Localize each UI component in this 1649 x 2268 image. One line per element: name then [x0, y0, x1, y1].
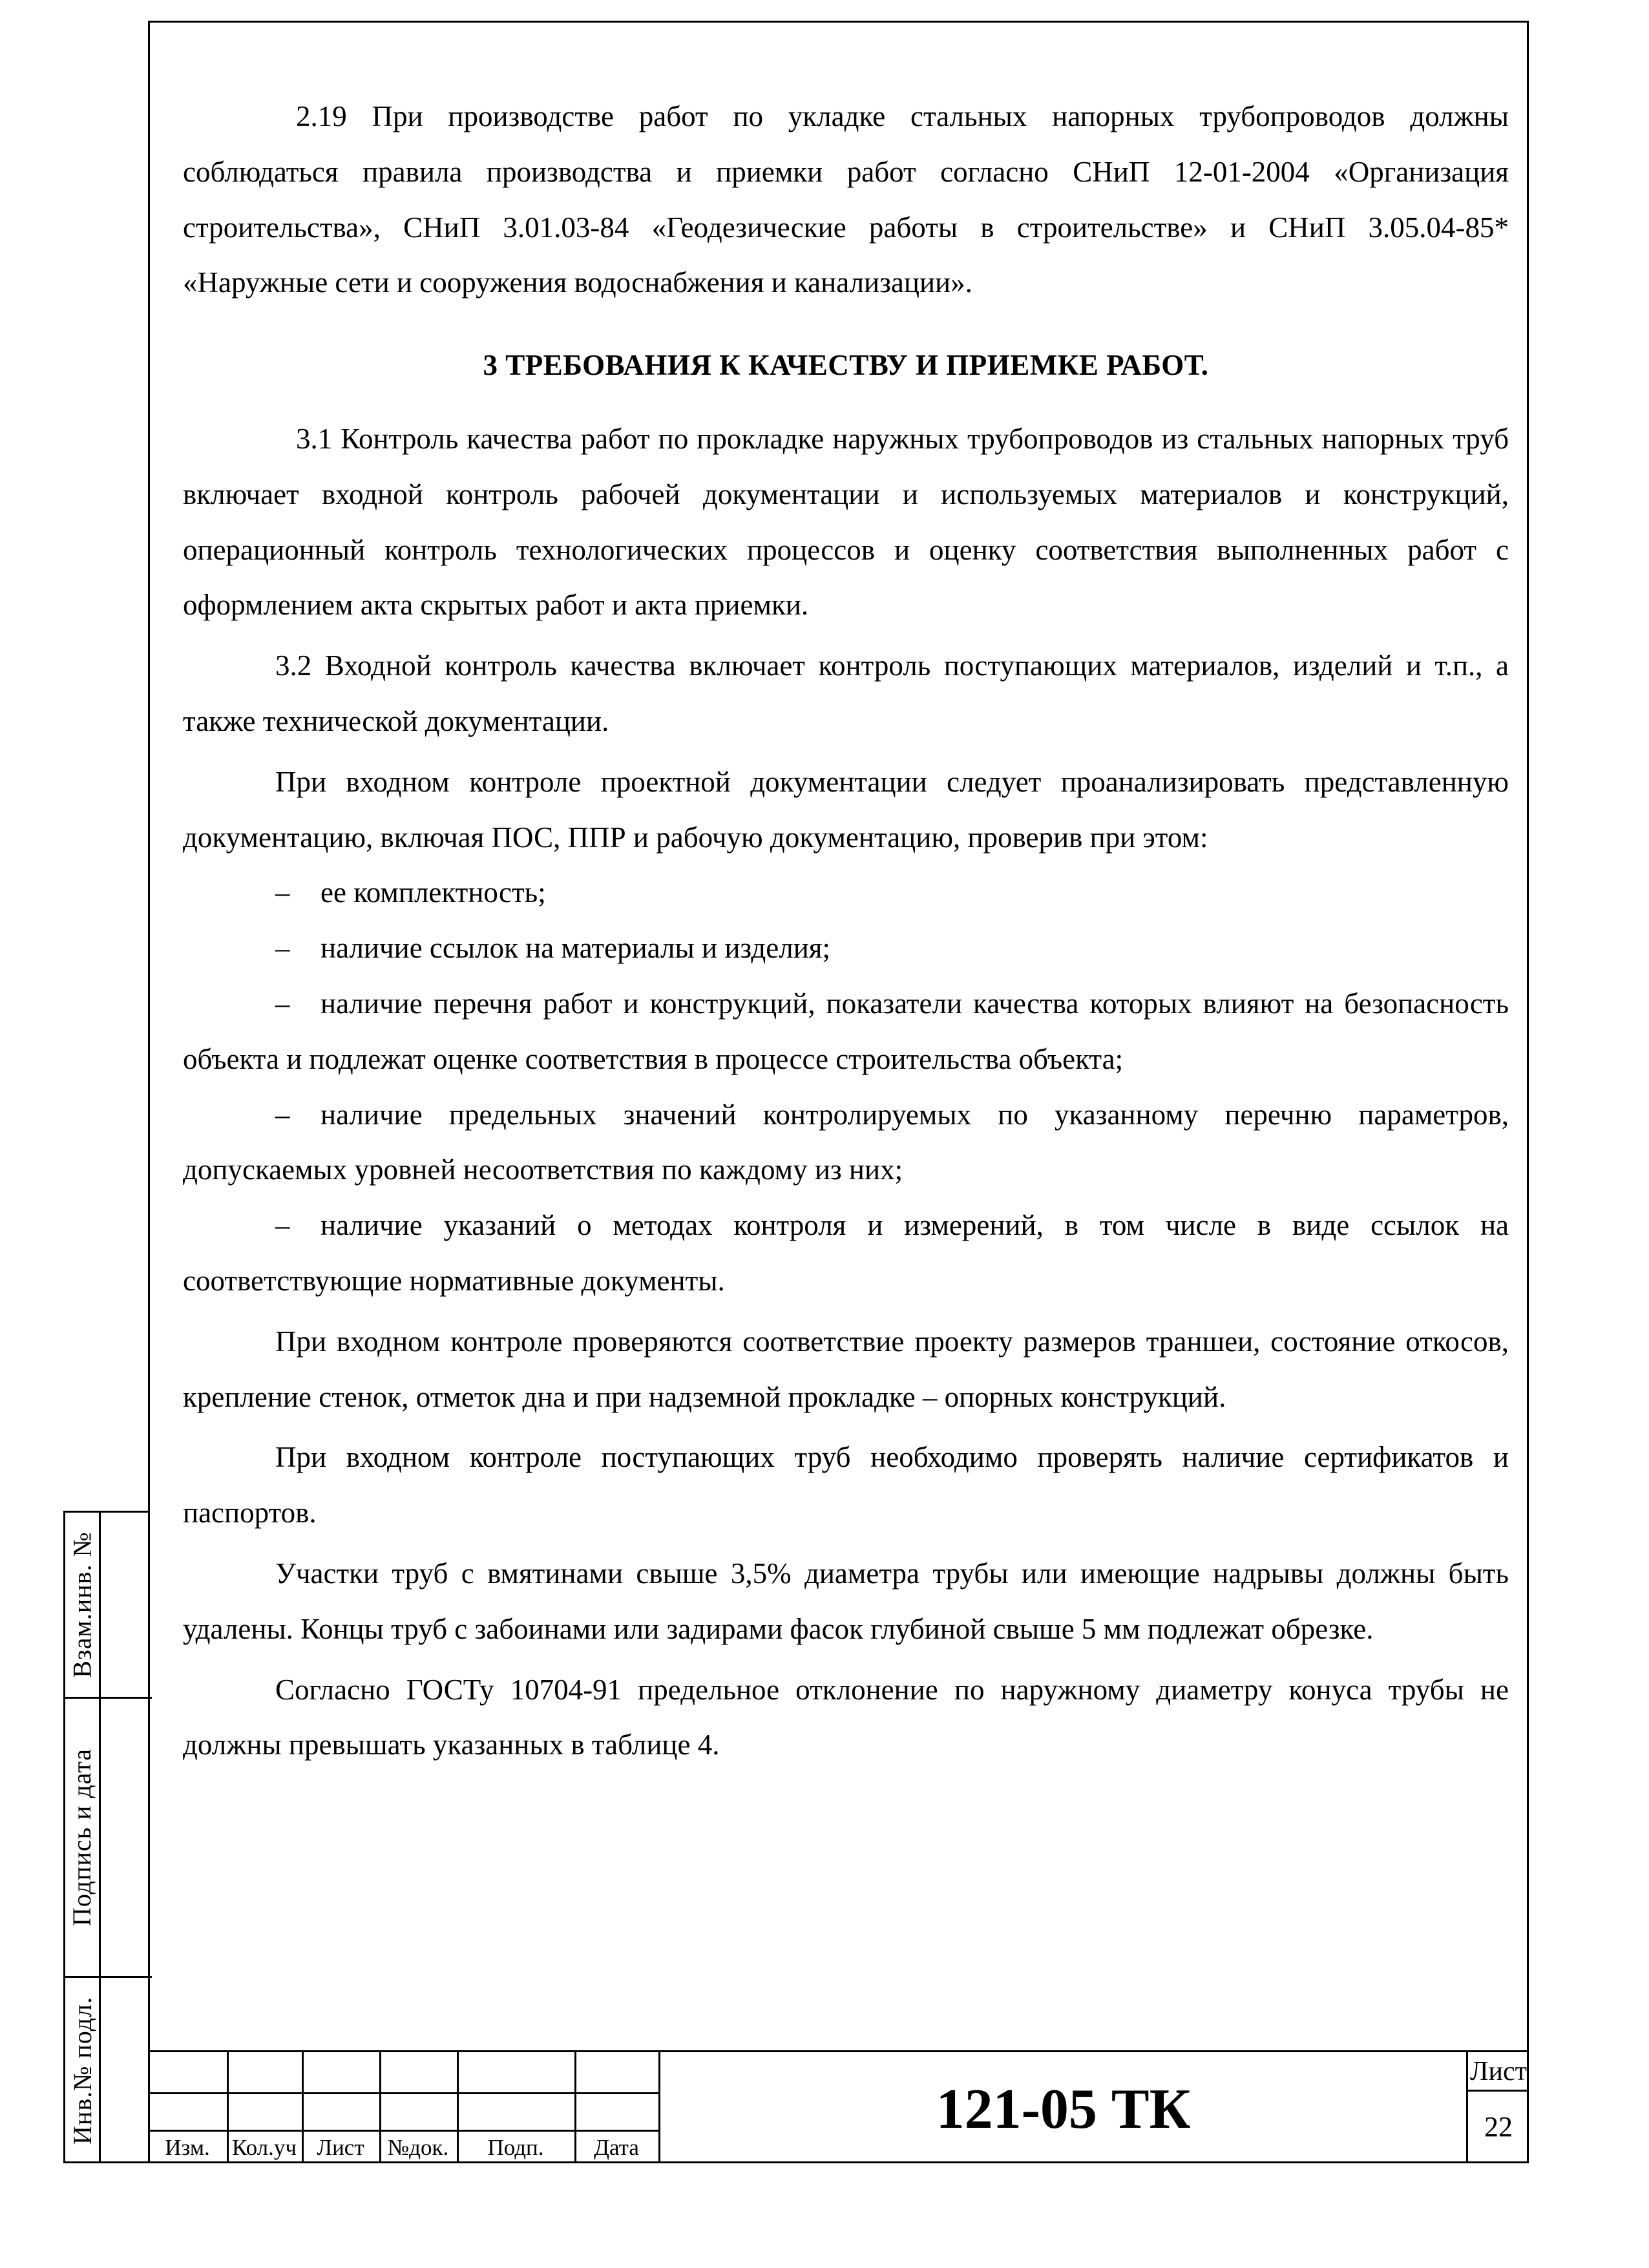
bullet-text: ее комплектность;	[320, 876, 546, 909]
dash-marker: –	[275, 1209, 290, 1242]
bullet-text: наличие предельных значений контролируемых по указанному перечню параметров, допускаемых уровней несоответствия по каждому из них;	[183, 1098, 1509, 1186]
section-heading: 3 ТРЕБОВАНИЯ К КАЧЕСТВУ И ПРИЕМКЕ РАБОТ.	[483, 349, 1209, 382]
header-signature: Подп.	[487, 2134, 544, 2160]
side-stamp-divider	[99, 1513, 101, 2161]
paragraph-pipes: При входном контроле поступающих труб необходимо проверять наличие сертификатов и паспортов.	[183, 1441, 1509, 1529]
bullet-item	[183, 1198, 1509, 1309]
paragraph-3-1: 3.1 Контроль качества работ по прокладке наружных трубопроводов из стальных напорных труб включает входной контроль рабочей документации и используемых материалов и конструкций, операционный контроль технологических процессов и оценку соответствия выполненных работ с оформлением акта скрытых работ и акта приемки.	[183, 422, 1509, 622]
bullet-item	[183, 865, 1509, 921]
header-change: Изм.	[165, 2134, 210, 2160]
paragraph-gost: Согласно ГОСТу 10704-91 предельное отклонение по наружному диаметру конуса трубы не должны превышать указанных в таблице 4.	[183, 1673, 1509, 1761]
original-inv-label: Инв.№ подл.	[67, 1997, 97, 2145]
signature-date-cell	[65, 1699, 99, 1976]
title-block-sheet	[1466, 2050, 1529, 2163]
paragraph-dents: Участки труб с вмятинами свыше 3,5% диаметра трубы или имеющие надрывы должны быть удалены. Концы труб с забоинами или задирами фасок глубиной свыше 5 мм подлежат обрезке.	[183, 1557, 1509, 1645]
dash-marker: –	[275, 876, 290, 909]
paragraph-trench: При входном контроле проверяются соответствие проекту размеров траншеи, состояние откосов, крепление стенок, отметок дна и при надземной прокладке – опорных конструкций.	[183, 1325, 1509, 1413]
paragraph-2-19: 2.19 При производстве работ по укладке стальных напорных трубопроводов должны соблюдаться правила производства и приемки работ согласно СНиП 12-01-2004 «Организация строительства», СНиП 3.01.03-84 «Геодезические работы в строительстве» и СНиП 3.05.04-85* «Наружные сети и сооружения водоснабжения и канализации».	[183, 100, 1509, 299]
paragraph-input-docs: При входном контроле проектной документации следует проанализировать представленную документацию, включая ПОС, ППР и рабочую документацию, проверив при этом:	[183, 765, 1509, 854]
header-qty: Кол.уч	[232, 2134, 297, 2160]
bullet-item	[183, 976, 1509, 1087]
side-stamp	[63, 1511, 150, 2163]
sheet-number: 22	[1484, 2110, 1513, 2143]
sheet-label: Лист	[1468, 2052, 1529, 2092]
dash-marker: –	[275, 987, 290, 1020]
original-inv-cell	[65, 1978, 99, 2163]
bullet-item	[183, 1087, 1509, 1199]
header-doc-number: №док.	[387, 2134, 449, 2160]
header-date: Дата	[594, 2134, 639, 2160]
replaced-inv-cell	[65, 1513, 99, 1697]
bullet-item	[183, 921, 1509, 976]
bullet-text: наличие перечня работ и конструкций, показатели качества которых влияют на безопасность объекта и подлежат оценке соответствия в процессе строительства объекта;	[183, 987, 1509, 1075]
dash-marker: –	[275, 1098, 290, 1131]
document-code: 121-05 ТК	[936, 2077, 1191, 2141]
bullet-text: наличие указаний о методах контроля и измерений, в том числе в виде ссылок на соответствующие нормативные документы.	[183, 1209, 1509, 1297]
document-body	[183, 89, 1509, 1773]
title-block-grid	[148, 2050, 658, 2163]
grid-line	[148, 2092, 658, 2094]
title-block-main	[658, 2050, 1466, 2163]
bullet-text: наличие ссылок на материалы и изделия;	[320, 932, 830, 965]
header-sheet: Лист	[317, 2134, 364, 2160]
paragraph-3-2: 3.2 Входной контроль качества включает контроль поступающих материалов, изделий и т.п., а также технической документации.	[183, 649, 1509, 737]
replaced-inv-label: Взам.инв. №	[67, 1531, 97, 1678]
signature-date-label: Подпись и дата	[67, 1748, 97, 1927]
dash-marker: –	[275, 932, 290, 965]
